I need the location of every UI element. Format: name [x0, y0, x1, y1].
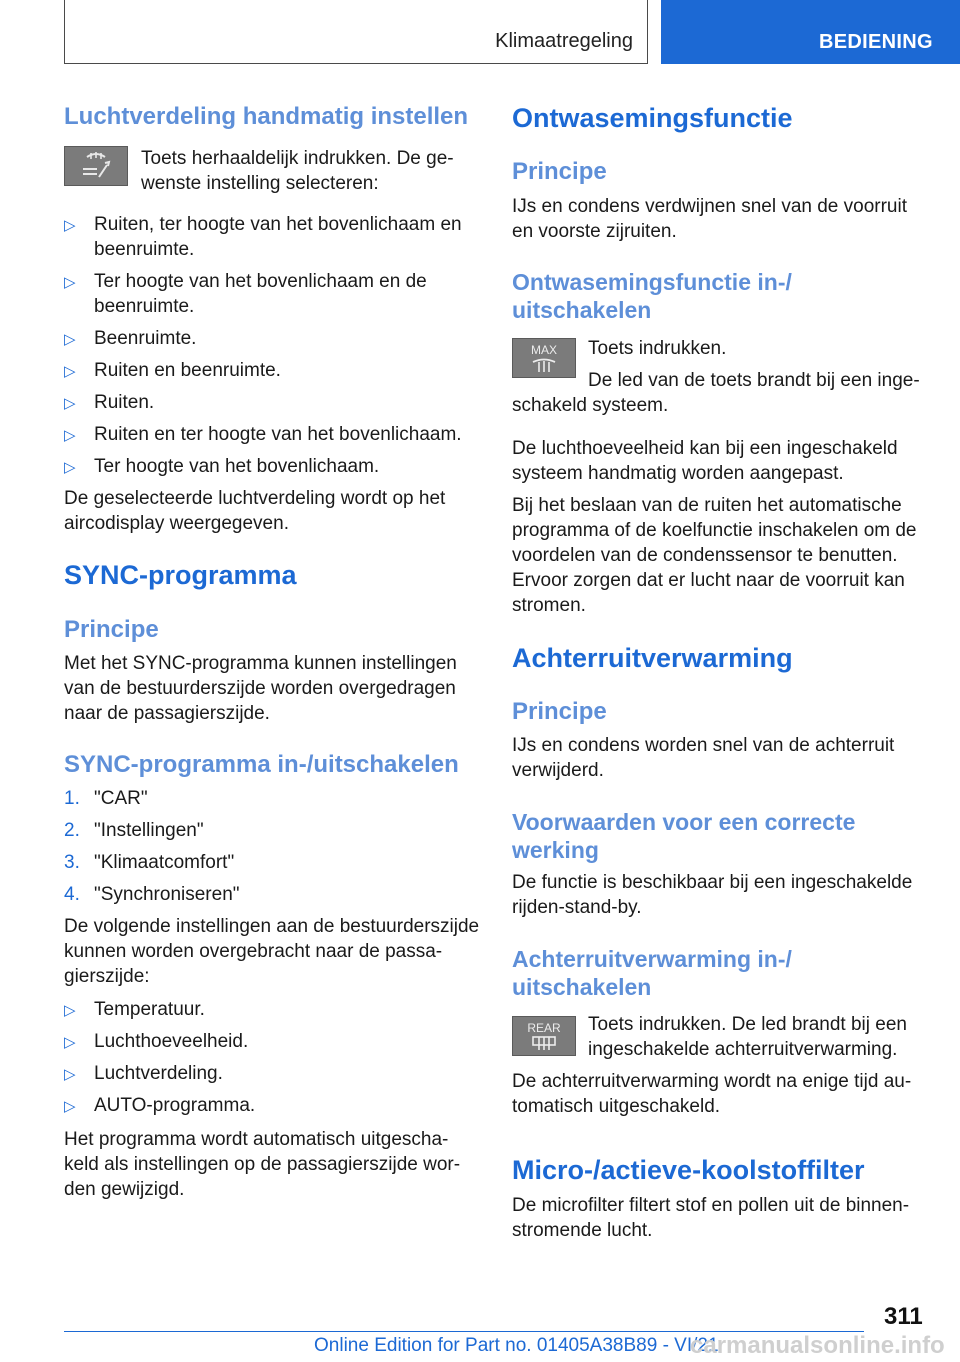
heading-manual-distribution: Luchtverdeling handmatig instellen [64, 103, 469, 130]
rear-heating-button [512, 1016, 576, 1056]
heading-principe: Principe [512, 158, 607, 185]
paragraph-line: keld als instellingen op de passagierszijde wor- [64, 1154, 461, 1175]
header-chapter-title: BEDIENING [819, 31, 933, 53]
heading-defrost: Ontwasemingsfunctie [512, 103, 793, 133]
paragraph-line: verwijderd. [512, 760, 604, 781]
paragraph-line: Toets indrukken. [588, 338, 727, 359]
heading-principe: Principe [512, 698, 607, 725]
numbered-step: 1. "CAR" [64, 788, 148, 809]
paragraph-line: De microfilter filtert stof en pollen uit de binnen- [512, 1195, 910, 1216]
paragraph-line: voordelen van de condenssensor te benutten. [512, 545, 898, 566]
list-item: ▷ Beenruimte. [64, 328, 197, 349]
rear-window-heating-icon [513, 1017, 575, 1055]
header-section-box [64, 0, 648, 64]
list-item: ▷ Temperatuur. [64, 999, 205, 1020]
paragraph-line: De achterruitverwarming wordt na enige tijd au- [512, 1071, 912, 1092]
list-item: ▷ Ruiten en beenruimte. [64, 360, 281, 381]
list-item: ▷ AUTO-programma. [64, 1095, 256, 1116]
paragraph-line: en voorste zijruiten. [512, 221, 677, 242]
svg-text:REAR: REAR [527, 1021, 561, 1035]
manual-instruction-line2: wenste instelling selecteren: [141, 173, 379, 194]
paragraph-line: De functie is beschikbaar bij een ingeschakelde [512, 872, 913, 893]
heading-sync-onoff: SYNC-programma in-/uitschakelen [64, 751, 459, 778]
paragraph-line: stromende lucht. [512, 1220, 653, 1241]
list-item: ▷ Luchthoeveelheid. [64, 1031, 249, 1052]
heading-defrost-onoff: Ontwasemingsfunctie in-/ uitschakelen [512, 269, 792, 323]
paragraph-line: programma of de koelfunctie inschakelen om de [512, 520, 917, 541]
list-item: ▷ Ruiten en ter hoogte van het bovenlichaam. [64, 424, 462, 445]
numbered-step: 2. "Instellingen" [64, 820, 204, 841]
heading-filter: Micro-/actieve-koolstoffilter [512, 1155, 865, 1185]
header-chapter-tab [661, 0, 960, 64]
air-distribution-icon [65, 147, 127, 185]
paragraph-line: schakeld systeem. [512, 395, 669, 416]
list-item: ▷ Ruiten, ter hoogte van het bovenlichaam en beenruimte. [64, 214, 462, 260]
paragraph-line: De luchthoeveelheid kan bij een ingeschakeld [512, 438, 898, 459]
paragraph-line: IJs en condens worden snel van de achterruit [512, 735, 895, 756]
heading-rear-onoff: Achterruitverwarming in-/ uitschakelen [512, 946, 792, 1000]
paragraph-line: Ervoor zorgen dat er lucht naar de voorruit kan [512, 570, 905, 591]
paragraph-line: De led van de toets brandt bij een inge- [588, 370, 920, 391]
paragraph-line: De geselecteerde luchtverdeling wordt op het [64, 488, 446, 509]
watermark: carmanualsonline.info [690, 1332, 945, 1359]
list-item: ▷ Ter hoogte van het bovenlichaam. [64, 456, 380, 477]
paragraph-line: kunnen worden overgebracht naar de passa- [64, 941, 443, 962]
list-item: ▷ Ter hoogte van het bovenlichaam en de beenruimte. [64, 271, 427, 317]
paragraph-line: stromen. [512, 595, 586, 616]
heading-rear-heating: Achterruitverwarming [512, 643, 793, 673]
paragraph-line: van de bestuurderszijde worden overgedragen [64, 678, 456, 699]
header-section-title: Klimaatregeling [495, 30, 633, 52]
paragraph-line: Het programma wordt automatisch uitgescha- [64, 1129, 449, 1150]
paragraph-line: Toets indrukken. De led brandt bij een [588, 1014, 907, 1035]
paragraph-line: den gewijzigd. [64, 1179, 185, 1200]
heading-sync: SYNC-programma [64, 560, 297, 590]
paragraph-line: Met het SYNC-programma kunnen instellingen [64, 653, 457, 674]
manual-instruction-line1: Toets herhaaldelijk indrukken. De ge- [141, 148, 454, 169]
page-number: 311 [884, 1303, 923, 1330]
paragraph-line: naar de passagierszijde. [64, 703, 270, 724]
paragraph-line: aircodisplay weergegeven. [64, 513, 289, 534]
max-defrost-icon [513, 339, 575, 377]
max-defrost-button [512, 338, 576, 378]
paragraph-line: tomatisch uitgeschakeld. [512, 1096, 721, 1117]
paragraph-line: gierszijde: [64, 966, 150, 987]
paragraph-line: systeem handmatig worden aangepast. [512, 463, 844, 484]
heading-principe: Principe [64, 616, 159, 643]
list-item: ▷ Luchtverdeling. [64, 1063, 223, 1084]
paragraph-line: ingeschakelde achterruitverwarming. [588, 1039, 898, 1060]
numbered-step: 4. "Synchroniseren" [64, 884, 240, 905]
air-distribution-button [64, 146, 128, 186]
numbered-step: 3. "Klimaatcomfort" [64, 852, 235, 873]
paragraph-line: Bij het beslaan van de ruiten het automatische [512, 495, 902, 516]
list-item: ▷ Ruiten. [64, 392, 155, 413]
edition-text: Online Edition for Part no. 01405A38B89 - VI/21 [314, 1335, 719, 1356]
paragraph-line: De volgende instellingen aan de bestuurderszijde [64, 916, 480, 937]
paragraph-line: rijden-stand-by. [512, 897, 642, 918]
paragraph-line: IJs en condens verdwijnen snel van de voorruit [512, 196, 908, 217]
svg-text:MAX: MAX [530, 343, 558, 357]
heading-conditions: Voorwaarden voor een correcte werking [512, 809, 856, 863]
